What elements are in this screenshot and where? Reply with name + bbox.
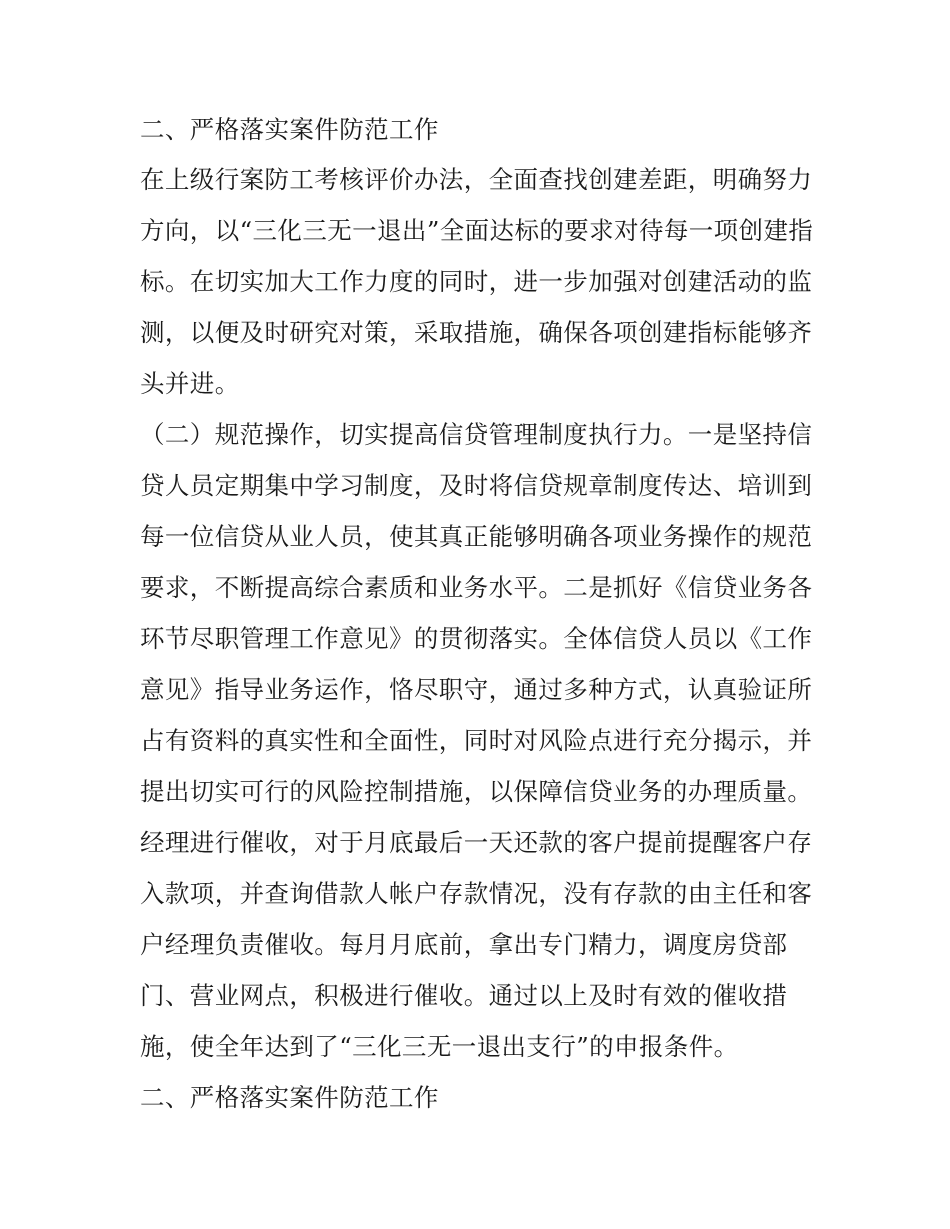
- paragraph-line: 门、营业网点，积极进行催收。通过以上及时有效的催收措: [140, 981, 788, 1010]
- paragraph-line: 测，以便及时研究对策，采取措施，确保各项创建指标能够齐: [140, 318, 813, 347]
- paragraph-line: 施，使全年达到了“三化三无一退出支行”的申报条件。: [140, 1032, 739, 1061]
- paragraph-line: 头并进。: [140, 369, 240, 398]
- paragraph-line: 入款项，并查询借款人帐户存款情况，没有存款的由主任和客: [140, 879, 813, 908]
- document-body: [140, 106, 820, 1123]
- paragraph-line: 提出切实可行的风险控制措施，以保障信贷业务的办理质量。: [140, 777, 813, 806]
- paragraph-line: 标。在切实加大工作力度的同时，进一步加强对创建活动的监: [140, 267, 813, 296]
- paragraph-line: 每一位信贷从业人员，使其真正能够明确各项业务操作的规范: [140, 522, 813, 551]
- section-heading: 二、严格落实案件防范工作: [140, 115, 439, 144]
- paragraph-line: 方向，以“三化三无一退出”全面达标的要求对待每一项创建指: [140, 216, 814, 245]
- paragraph-line: 要求，不断提高综合素质和业务水平。二是抓好《信贷业务各: [140, 573, 813, 602]
- paragraph-line: 户经理负责催收。每月月底前，拿出专门精力，调度房贷部: [140, 930, 788, 959]
- paragraph-line: 占有资料的真实性和全面性，同时对风险点进行充分揭示，并: [140, 726, 813, 755]
- paragraph-line: 经理进行催收，对于月底最后一天还款的客户提前提醒客户存: [140, 828, 813, 857]
- paragraph-line: 贷人员定期集中学习制度，及时将信贷规章制度传达、培训到: [140, 471, 813, 500]
- paragraph-line: 环节尽职管理工作意见》的贯彻落实。全体信贷人员以《工作: [140, 624, 813, 653]
- section-heading: 二、严格落实案件防范工作: [140, 1083, 439, 1112]
- paragraph-line: 在上级行案防工考核评价办法，全面查找创建差距，明确努力: [140, 165, 813, 194]
- paragraph-line: （二）规范操作，切实提高信贷管理制度执行力。一是坚持信: [140, 420, 813, 449]
- paragraph-line: 意见》指导业务运作，恪尽职守，通过多种方式，认真验证所: [140, 675, 813, 704]
